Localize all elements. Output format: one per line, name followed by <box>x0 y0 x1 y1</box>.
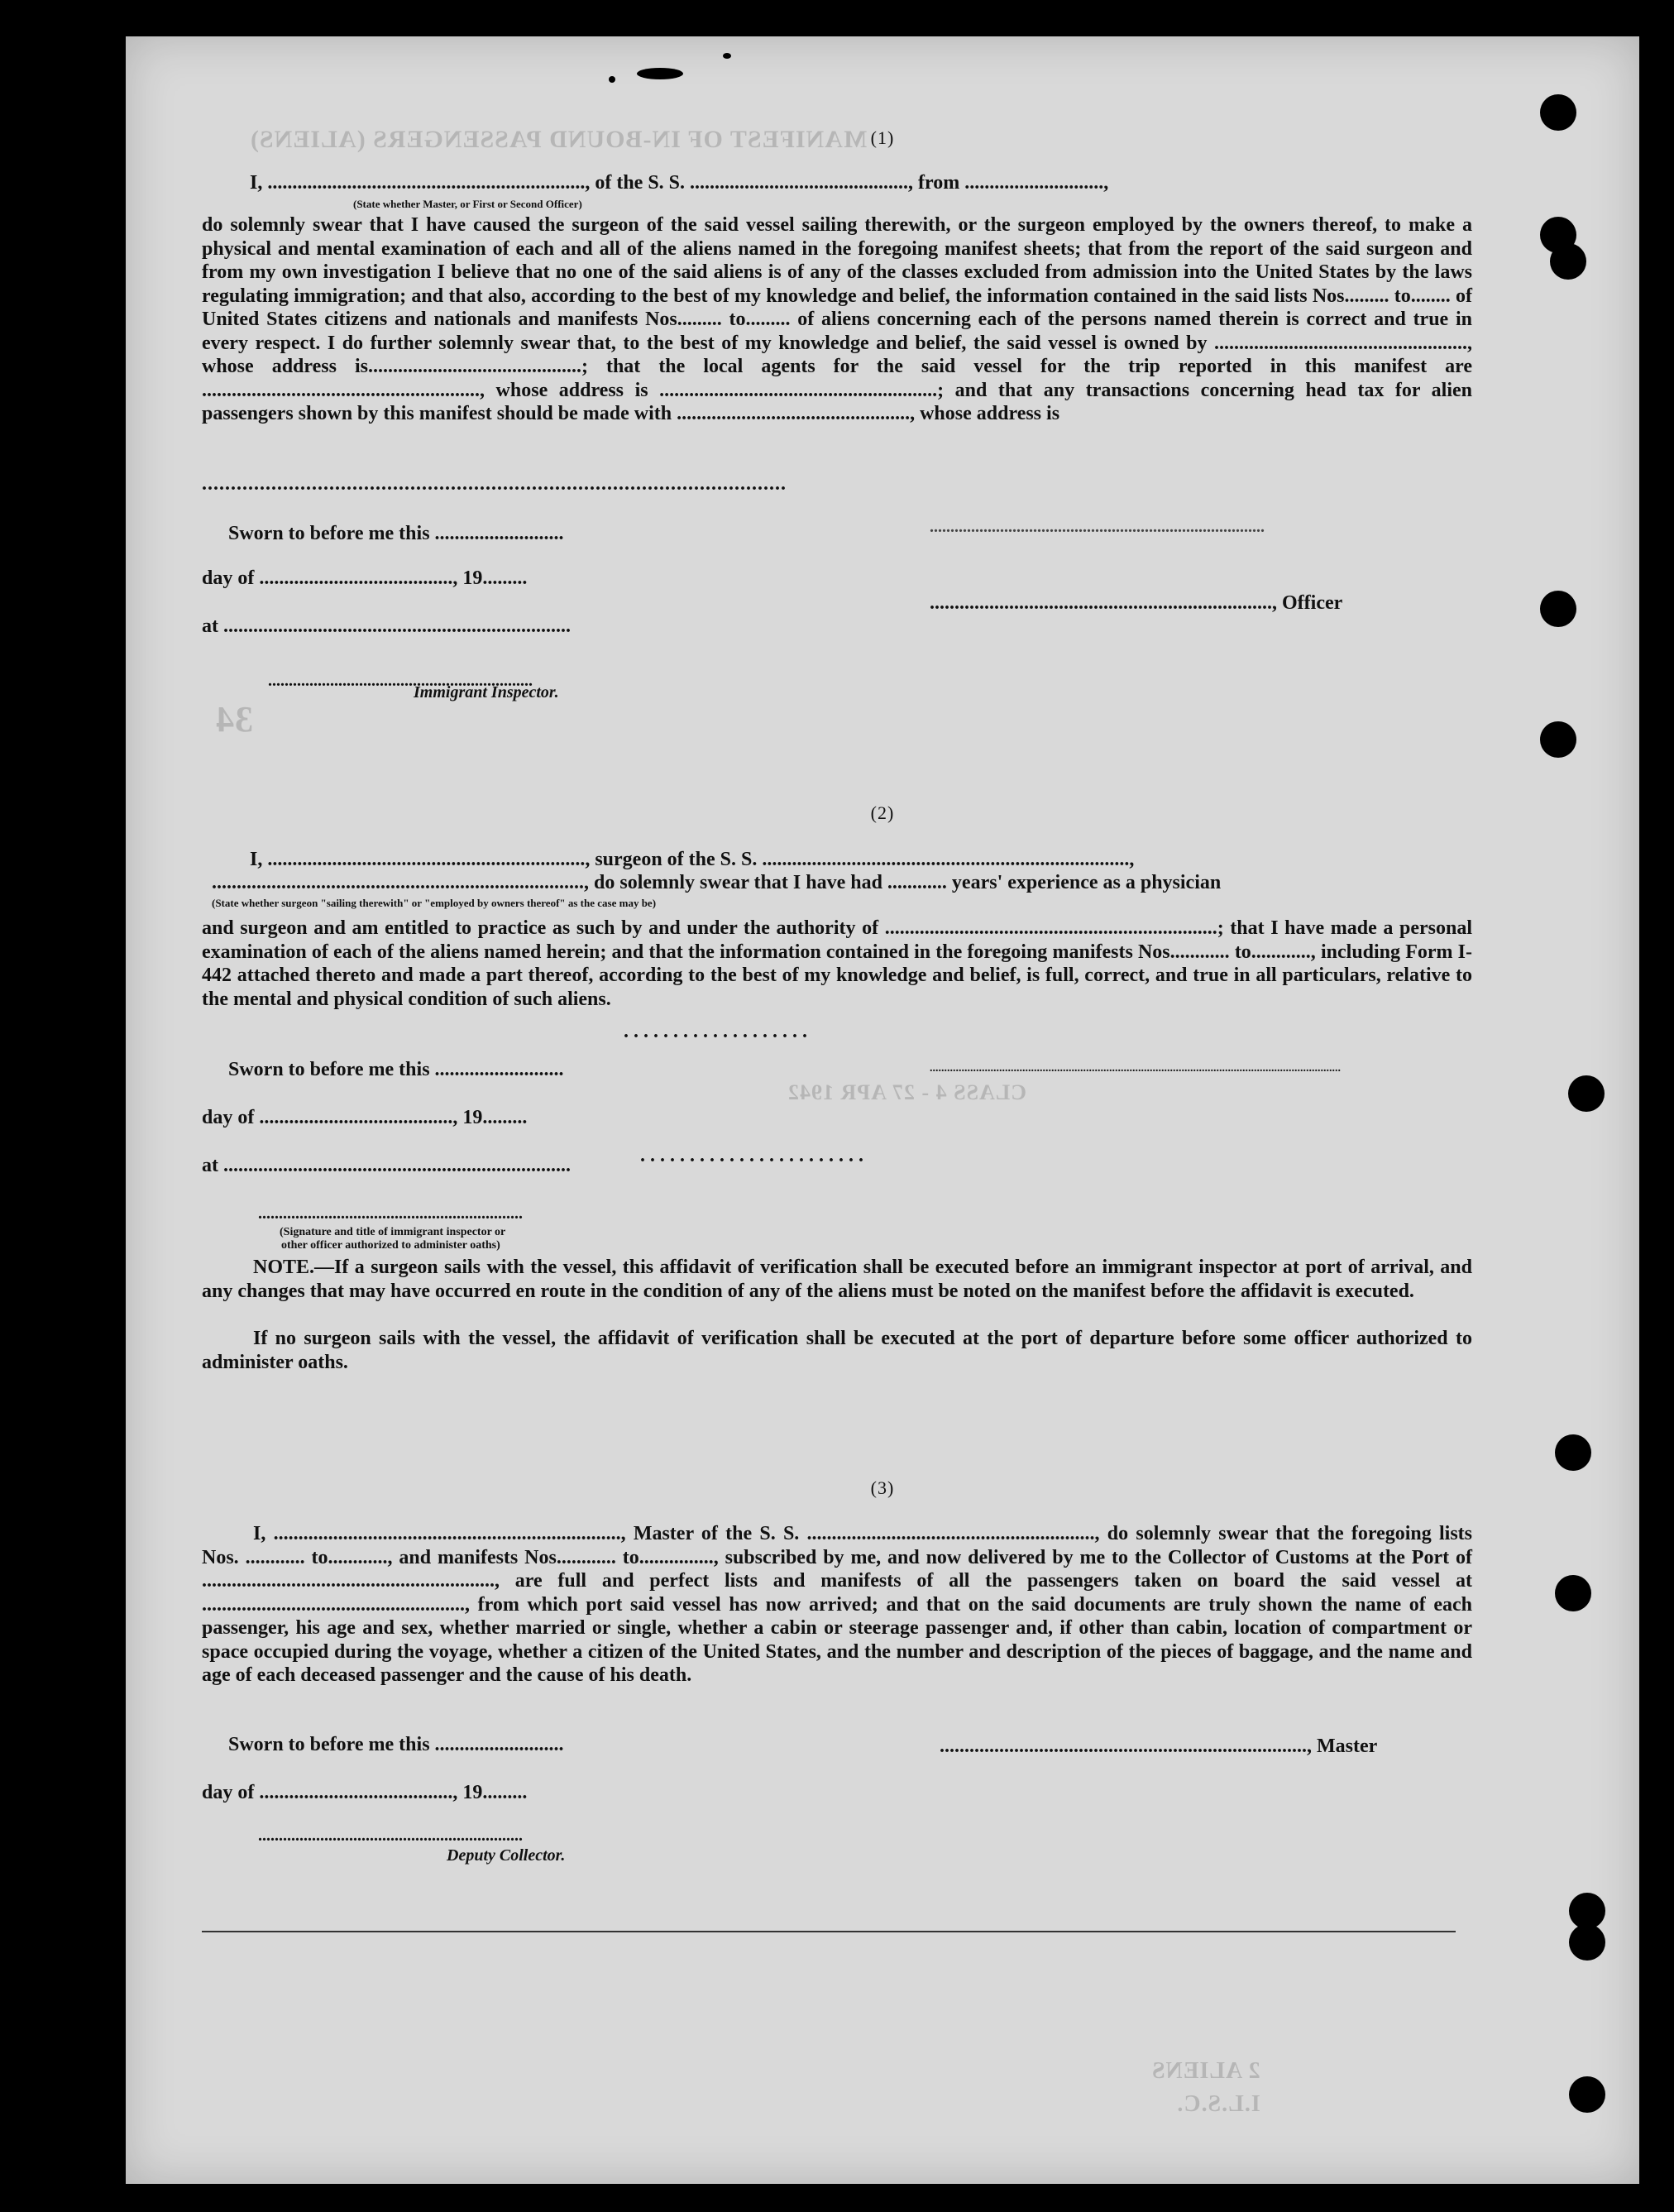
section-3-sworn: Sworn to before me this .......................... <box>228 1734 564 1755</box>
binder-hole <box>1569 1924 1605 1961</box>
bleed-through-number: 34 <box>215 699 253 740</box>
section-2-surgeon-signature-line: .............................................................................................................................................. <box>930 1062 1341 1075</box>
section-1-inspector-signature-line: ................................................................ <box>268 672 533 690</box>
bleed-through-stamp: 2 ALIENS I.L.S.C. <box>1151 2058 1260 2117</box>
section-2-signature-note: other officer authorized to administer oaths) <box>281 1239 500 1252</box>
ink-blot <box>637 68 683 79</box>
section-2-second-line: ..........................................................................., do solemnly swear that I have had ............ years' experience as a physician <box>212 872 1222 893</box>
section-2-signature-line: ................................................................ <box>258 1204 523 1223</box>
section-2-oath-text: and surgeon and am entitled to practice as such by and under the authority of ...................................................................; that I have made a personal examination of each of the aliens named herein; and that the information contained in the foregoing manifests Nos............ to............, including Form I-442 attached thereto and made a part thereof, according to the best of my knowledge and belief, is full, correct, and true in all particulars, relative to the mental and physical condition of such aliens. <box>202 917 1472 1010</box>
bottom-rule <box>202 1931 1456 1932</box>
binder-hole <box>1550 243 1586 280</box>
binder-hole <box>1540 721 1576 758</box>
section-3-collector-signature-line: ................................................................ <box>258 1827 523 1845</box>
bleed-through-heading: MANIFEST OF IN-BOUND PASSENGERS (ALIENS) <box>250 126 868 153</box>
section-2-surgeon-printed-dots: . . . . . . . . . . . . . . . . . . . <box>624 1021 807 1042</box>
section-1-rank-note: (State whether Master, or First or Second Officer) <box>353 198 582 210</box>
binder-hole <box>1555 1434 1591 1471</box>
binder-hole <box>1540 94 1576 131</box>
section-3-number: (3) <box>870 1477 895 1498</box>
note-label: NOTE. <box>253 1257 315 1278</box>
ink-blot <box>609 76 615 83</box>
section-2-surgeon-note: (State whether surgeon "sailing therewith" or "employed by owners thereof" as the case may be) <box>212 897 657 909</box>
section-1-sworn: Sworn to before me this .......................... <box>228 523 564 544</box>
section-2-sworn: Sworn to before me this .......................... <box>228 1059 564 1080</box>
binder-hole <box>1540 591 1576 627</box>
section-1-address-line: ..................................................................................................... <box>202 473 787 495</box>
section-2-at-printed-dots: . . . . . . . . . . . . . . . . . . . . . . . <box>640 1145 863 1166</box>
section-2-first-line: I, ................................................................, surgeon of the S. S. .........................................................................., <box>250 849 1135 870</box>
section-1-oath-text: do solemnly swear that I have caused the surgeon of the said vessel sailing therewith, or the surgeon employed by the owners thereof, to make a physical and mental examination of each and all of the aliens named in the foregoing manifest sheets; that from the report of the said surgeon and from my own investigation I believe that no one of the said aliens is of any of the classes excluded from admission into the United States by the laws regulating immigration; and that also, according to the best of my knowledge and belief, the information contained in the said lists Nos......... to........ of United States citizens and nationals and manifests Nos......... to......... of aliens concerning each of the persons named therein is correct and true in every respect. I do further solemnly swear that, to the best of my knowledge and belief, the said vessel is owned by ..................................................., whose address is...........................................; that the local agents for the said vessel for the trip reported in this manifest are ........................................................, whose address is ........................................................; and that any transactions concerning head tax for alien passengers shown by this manifest should be made with ..............................................., whose address is <box>202 214 1472 424</box>
section-2-note <box>202 1256 1472 1303</box>
section-1-number: (1) <box>870 127 895 148</box>
bleed-through-text: CLASS 4 - 27 APR 1942 <box>787 1080 1026 1104</box>
section-1-stamp-dots: ................................................................................. <box>930 518 1265 536</box>
section-1-inspector-caption: Immigrant Inspector. <box>414 683 559 701</box>
section-2-number: (2) <box>870 802 895 823</box>
binder-hole <box>1555 1575 1591 1611</box>
binder-hole <box>1569 2076 1605 2113</box>
section-1-day: day of ......................................., 19......... <box>202 567 528 589</box>
section-3-collector-caption: Deputy Collector. <box>447 1846 566 1865</box>
ink-blot <box>723 53 731 59</box>
note-text: —If a surgeon sails with the vessel, this affidavit of verification shall be executed before an immigrant inspector at port of arrival, and any changes that may have occurred en route in the condition of any of the aliens must be noted on the manifest before the affidavit is executed. <box>202 1257 1472 1302</box>
section-3-oath-text: I, ......................................................................, Master of the S. S. .........................................................., do solemnly swear that the foregoing lists Nos. ............ to............, and manifests Nos............ to..............., subscribed by me, and now delivered by me to the Collector of Customs at the Port of ..........................................................., are full and perfect lists and manifests of all the passengers taken on board the said vessel at ....................................................., from which port said vessel has now arrived; and that on the said documents are truly shown the name of each passenger, his age and sex, whether married or single, whether a cabin or steerage passenger and, if other than cabin, location of compartment or space occupied during the voyage, whether a citizen of the United States, and the number and description of the pieces of baggage, and the name and age of each deceased passenger and the cause of his death. <box>202 1523 1472 1686</box>
section-2-day: day of ......................................., 19......... <box>202 1107 528 1128</box>
section-2-note-second: If no surgeon sails with the vessel, the affidavit of verification shall be executed at the port of departure before some officer authorized to administer oaths. <box>202 1328 1472 1373</box>
section-1-officer-signature: ....................................................................., Officer <box>930 592 1343 614</box>
section-3-day: day of ......................................., 19......... <box>202 1782 528 1803</box>
section-2-at: at ...................................................................... <box>202 1155 571 1176</box>
section-1-at: at ...................................................................... <box>202 615 571 637</box>
section-3-master-signature: .........................................................................., Master <box>940 1736 1378 1757</box>
binder-hole <box>1568 1075 1605 1112</box>
section-2-signature-note: (Signature and title of immigrant inspector or <box>280 1226 506 1238</box>
section-1-first-line: I, ................................................................, of the S. S. ............................................, from ............................, <box>250 172 1109 194</box>
document-page <box>126 36 1639 2184</box>
